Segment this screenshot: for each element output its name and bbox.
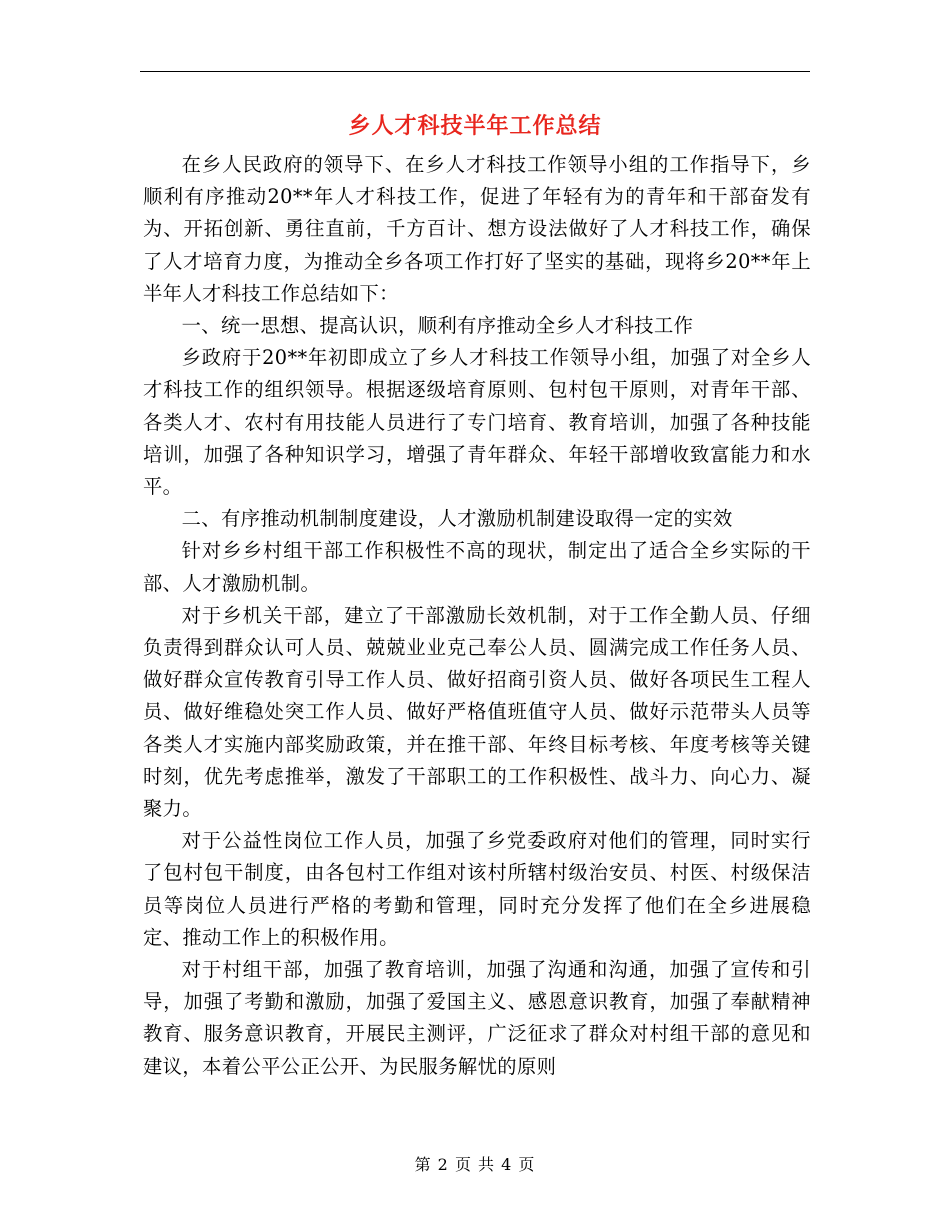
paragraph-village-officials: 对于村组干部，加强了教育培训，加强了沟通和沟通，加强了宣传和引导，加强了考勤和激励，加强了爱国主义、感恩意识教育，加强了奉献精神教育、服务意识教育，开展民主测评，广泛征求了群众对村组干部的意见和建议，本着公平公正公开、为民服务解忧的原则 (143, 958, 811, 1078)
page-number-footer: 第 2 页 共 4 页 (414, 1155, 536, 1174)
paragraph-intro: 在乡人民政府的领导下、在乡人才科技工作领导小组的工作指导下，乡顺利有序推动20**年人才科技工作，促进了年轻有为的青年和干部奋发有为、开拓创新、勇往直前，千方百计、想方设法做好了人才科技工作，确保了人才培育力度，为推动全乡各项工作打好了坚实的基础，现将乡20**年上半年人才科技工作总结如下： (143, 153, 811, 305)
document-title: 乡人才科技半年工作总结 (348, 113, 602, 139)
section-heading-1: 一、统一思想、提高认识，顺利有序推动全乡人才科技工作 (181, 314, 694, 338)
section-heading-2: 二、有序推动机制制度建设，人才激励机制建设取得一定的实效 (181, 507, 733, 531)
paragraph-officials: 对于乡机关干部，建立了干部激励长效机制，对于工作全勤人员、仔细负责得到群众认可人员、兢兢业业克己奉公人员、圆满完成工作任务人员、做好群众宣传教育引导工作人员、做好招商引资人员、做好各项民生工程人员、做好维稳处突工作人员、做好严格值班值守人员、做好示范带头人员等各类人才实施内部奖励政策，并在推干部、年终目标考核、年度考核等关键时刻，优先考虑推举，激发了干部职工的工作积极性、战斗力、向心力、凝聚力。 (143, 603, 811, 821)
document-body (143, 149, 811, 1083)
paragraph-public-welfare: 对于公益性岗位工作人员，加强了乡党委政府对他们的管理，同时实行了包村包干制度，由各包村工作组对该村所辖村级治安员、村医、村级保洁员等岗位人员进行严格的考勤和管理，同时充分发挥了他们在全乡进展稳定、推动工作上的积极作用。 (143, 829, 811, 949)
paragraph-section-2-intro: 针对乡乡村组干部工作积极性不高的现状，制定出了适合全乡实际的干部、人才激励机制。 (143, 539, 811, 595)
paragraph-section-1: 乡政府于20**年初即成立了乡人才科技工作领导小组，加强了对全乡人才科技工作的组织领导。根据逐级培育原则、包村包干原则，对青年干部、各类人才、农村有用技能人员进行了专门培育、教育培训，加强了各种技能培训，加强了各种知识学习，增强了青年群众、年轻干部增收致富能力和水平。 (143, 346, 811, 499)
header-rule (140, 71, 810, 72)
